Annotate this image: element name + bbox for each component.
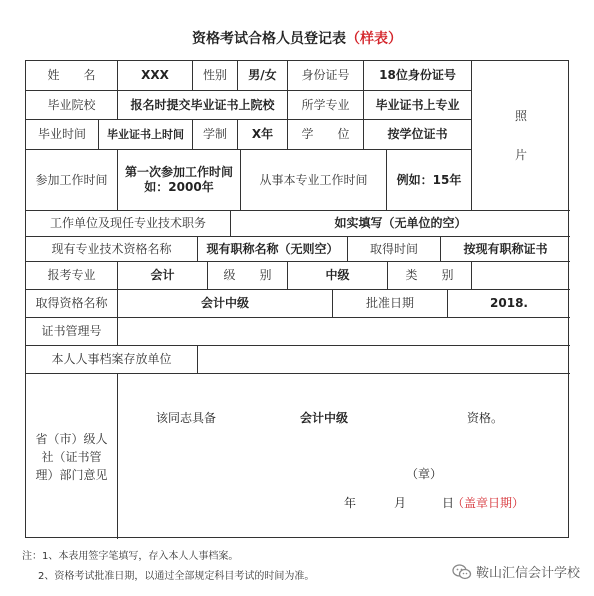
approve-date-value[interactable]: 2018. <box>448 290 570 318</box>
school-value[interactable]: 报名时提交毕业证书上院校 <box>118 91 288 120</box>
date-day: 日 <box>442 496 455 510</box>
opinion-label: 省（市）级人社（证书管理）部门意见 <box>26 374 118 539</box>
major-label: 所学专业 <box>288 91 364 120</box>
grad-time-value[interactable]: 毕业证书上时间 <box>99 120 193 150</box>
archive-label: 本人人事档案存放单位 <box>26 346 198 374</box>
watermark-text: 鞍山汇信会计学校 <box>475 566 580 581</box>
cert-no-value[interactable] <box>118 318 570 346</box>
date-year: 年 <box>344 496 357 510</box>
note-1: 注：1、本表用签字笔填写，存入本人人事档案。 <box>22 551 239 562</box>
form-title-sample: （样表） <box>346 31 402 47</box>
exam-major-value[interactable]: 会计 <box>118 262 208 290</box>
id-value[interactable]: 18位身份证号 <box>364 61 472 91</box>
form-title-main: 资格考试合格人员登记表 <box>192 31 346 47</box>
watermark <box>452 562 580 581</box>
level-label: 级 别 <box>208 262 288 290</box>
name-label: 姓 名 <box>26 61 118 91</box>
employer-value[interactable]: 如实填写（无单位的空） <box>231 211 570 237</box>
form-title <box>0 28 594 48</box>
current-title-value[interactable]: 现有职称名称（无则空） <box>198 237 348 262</box>
opinion-qualification: 会计中级 <box>300 411 349 425</box>
degree-value[interactable]: 按学位证书 <box>364 120 472 150</box>
major-value[interactable]: 毕业证书上专业 <box>364 91 472 120</box>
wechat-icon <box>452 564 472 580</box>
prof-years-value[interactable]: 例如：15年 <box>387 150 472 211</box>
work-start-value[interactable]: 第一次参加工作时间如：2000年 <box>118 150 241 211</box>
degree-label: 学 位 <box>288 120 364 150</box>
note-2: 2、资格考试批准日期，以通过全部规定科目考试的时间为准。 <box>38 571 315 582</box>
category-value[interactable] <box>472 262 570 290</box>
system-label: 学制 <box>193 120 238 150</box>
cert-no-label: 证书管理号 <box>26 318 118 346</box>
approve-date-label: 批准日期 <box>333 290 448 318</box>
qual-name-value[interactable]: 会计中级 <box>118 290 333 318</box>
exam-major-label: 报考专业 <box>26 262 118 290</box>
prof-years-label: 从事本专业工作时间 <box>241 150 387 211</box>
school-label: 毕业院校 <box>26 91 118 120</box>
gender-value[interactable]: 男/女 <box>238 61 288 91</box>
opinion-area[interactable] <box>118 374 570 539</box>
work-start-label: 参加工作时间 <box>26 150 118 211</box>
opinion-prefix: 该同志具备 <box>156 411 217 425</box>
opinion-suffix: 资格。 <box>467 411 504 425</box>
archive-value[interactable] <box>198 346 570 374</box>
id-label: 身份证号 <box>288 61 364 91</box>
system-value[interactable]: X年 <box>238 120 288 150</box>
level-value[interactable]: 中级 <box>288 262 388 290</box>
photo-box[interactable]: 照 片 <box>472 61 570 211</box>
name-value[interactable]: XXX <box>118 61 193 91</box>
qual-name-label: 取得资格名称 <box>26 290 118 318</box>
date-month: 月 <box>394 496 407 510</box>
gender-label: 性别 <box>193 61 238 91</box>
seal-mark: （章） <box>406 467 443 481</box>
registration-form <box>25 60 569 538</box>
stamp-date-note: （盖章日期） <box>452 496 525 510</box>
obtain-time-value[interactable]: 按现有职称证书 <box>441 237 570 262</box>
grad-time-label: 毕业时间 <box>26 120 99 150</box>
current-title-label: 现有专业技术资格名称 <box>26 237 198 262</box>
category-label: 类 别 <box>388 262 472 290</box>
employer-label: 工作单位及现任专业技术职务 <box>26 211 231 237</box>
obtain-time-label: 取得时间 <box>348 237 441 262</box>
